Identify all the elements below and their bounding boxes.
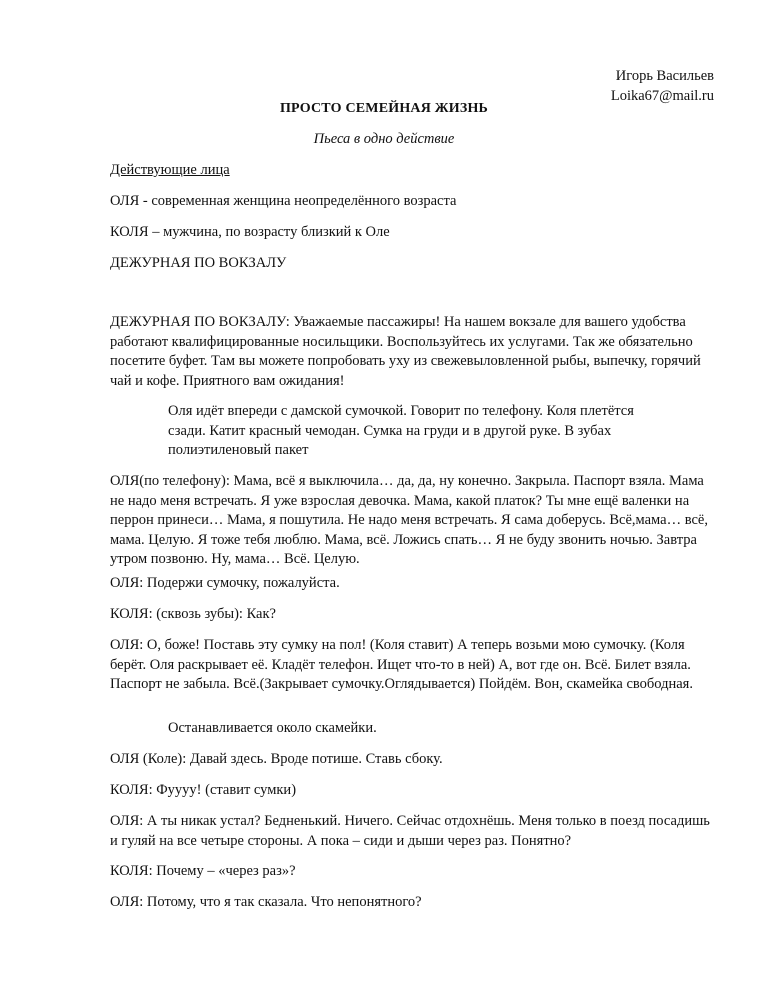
line-olya-3: ОЛЯ (Коле): Давай здесь. Вроде потише. Ставь сбоку.	[110, 751, 443, 767]
stage-direction-2: Останавливается около скамейки.	[168, 720, 377, 736]
line-olya-2: ОЛЯ: О, боже! Поставь эту сумку на пол! (Коля ставит) А теперь возьми мою сумочку. (Коля берёт. Оля раскрывает её. Кладёт телефон. Ищет что-то в ней) А, вот где он. Всё. Билет взяла. Паспорт не забыла. Всё.(Закрывает сумочку.Оглядывается) Пойдём. Вон, скамейка свободная.	[110, 637, 693, 693]
author-block	[611, 66, 714, 106]
line-kolya-2: КОЛЯ: Фуууу! (ставит сумки)	[110, 782, 297, 798]
cast-heading: Действующие лица	[110, 162, 230, 178]
play-title: ПРОСТО СЕМЕЙНАЯ ЖИЗНЬ	[279, 101, 489, 116]
author-name: Игорь Васильев	[615, 68, 714, 84]
cast-kolya: КОЛЯ – мужчина, по возрасту близкий к Оле	[110, 224, 390, 240]
line-kolya-1: КОЛЯ: (сквозь зубы): Как?	[110, 606, 276, 622]
author-email: Loika67@mail.ru	[610, 88, 714, 104]
line-olya-phone: ОЛЯ(по телефону): Мама, всё я выключила… да, да, ну конечно. Закрыла. Паспорт взяла. Мама не надо меня встречать. Я уже взрослая девочка. Мама, какой платок? Ты мне ещё валенки на перрон принеси… Мама, я пошутила. Не надо меня встречать. Я сама доберусь. Всё,мама… всё, мама. Целую. Я тоже тебя люблю. Мама, всё. Ложись спать… Я не буду звонить ночью. Завтра утром позвоню. Ну, мама… Всё. Целую.	[110, 473, 708, 568]
line-announce: ДЕЖУРНАЯ ПО ВОКЗАЛУ: Уважаемые пассажиры! На нашем вокзале для вашего удобства работают квалифицированные носильщики. Воспользуйтесь их услугами. Так же обязательно посетите буфет. Там вы можете попробовать уху из свежевыловленной рыбы, выпечку, горячий чай и кофе. Приятного вам ожидания!	[110, 314, 701, 389]
line-kolya-3: КОЛЯ: Почему – «через раз»?	[110, 863, 296, 879]
cast-duty: ДЕЖУРНАЯ ПО ВОКЗАЛУ	[110, 255, 287, 271]
cast-olya: ОЛЯ - современная женщина неопределённого возраста	[110, 193, 457, 209]
line-olya-5: ОЛЯ: Потому, что я так сказала. Что непонятного?	[110, 894, 422, 910]
play-subtitle: Пьеса в одно действие	[313, 131, 455, 147]
line-olya-4: ОЛЯ: А ты никак устал? Бедненький. Ничего. Сейчас отдохнёшь. Меня только в поезд посадишь и гуляй на все четыре стороны. А пока – сиди и дыши через раз. Понятно?	[110, 813, 710, 849]
stage-direction-1: Оля идёт впереди с дамской сумочкой. Говорит по телефону. Коля плетётся сзади. Катит красный чемодан. Сумка на груди и в другой руке. В зубах полиэтиленовый пакет	[168, 403, 634, 459]
line-olya-1: ОЛЯ: Подержи сумочку, пожалуйста.	[110, 575, 340, 591]
